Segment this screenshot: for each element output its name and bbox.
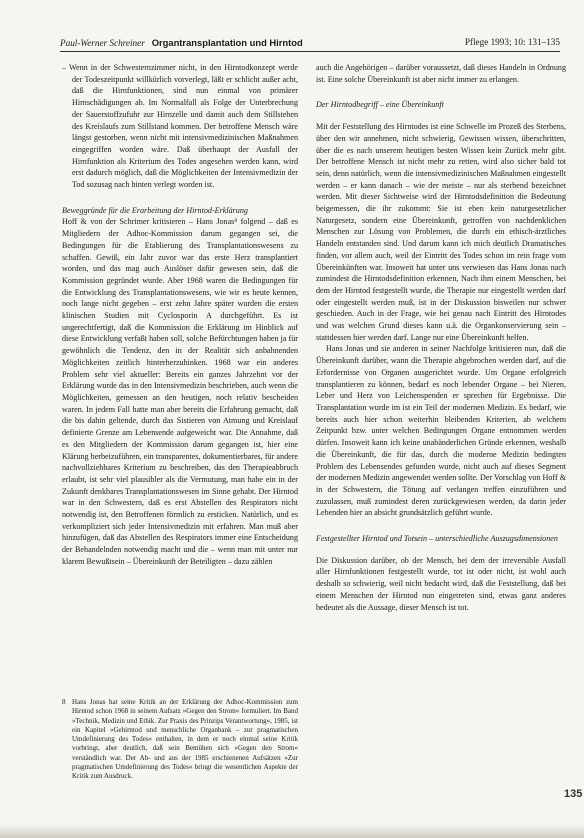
footnote [62,698,298,816]
left-paragraph-1: – Wenn in der Schwesternzimmer nicht, in den Hirntodkonzept werde der Todeszeitpunkt willkürlich vorverlegt, läßt er schlicht außer acht, daß die Hirnfunktionen, sind nun einmal von primärer Hirnschädigungen ab. Im Normalfall als Folge der Unterbrechung der Sauerstoffzufuhr zur Hirnzelle und damit auch dem Stillstehen des Kreislaufs zum Stillstand kommen. Der betroffene Mensch wäre längst gestorben, wenn nicht mit intensivmedizinischen Maßnahmen eingegriffen worden wäre. Daß überhaupt der Ausfall der Hirnfunktion als Kriterium des Todes angesehen werden kann, wird erst dadurch möglich, daß die Möglichkeiten der Intensivmedizin der Tod sozusag nach hinten verlegt worden ist. [62,63,298,190]
right-paragraph-3: Hans Jonas und sie anderen in seiner Nachfolge kritisieren nun, daß die Übereinkunft darüber, wann die Therapie abgebrochen werden darf, auf die Erfordernisse von Organen ausgerichtet wurde. Um Organe erfolgreich transplantieren zu können, bedarf es noch lebender Organe – bei Nieren, Leber und Herz von Leichenspenden er sprechen für Ergebnisse. Die Transplantation wurde im ist ein Teil der modernen Medizin. Es bedarf, wie bereits auch hier schon weiterhin bleibenden Kriterien, ab welchem Zeitpunkt bzw. unter welchen Bedingungen Organe entnommen werden dürfen. Insoweit kann ich keine unabänderlichen Gründe erkennen, weshalb die Übereinkunft, die für das, durch die moderne Medizin bedingten Problem des Lebensendes gefunden wurde, nicht auch auf dieses Segment der modernen Medizin angewendet werden sollte. Der Vorschlag von Hoff & in der Schwestern, die Tötung auf verlangen treffen einzuführen und zuzulassen, muß zumindest deren zurückgewiesen werden, da darin jeder Lebenden hier an absicht grundsätzlich geführt wurde. [316,344,566,518]
running-head-title: Organtransplantation und Hirntod [151,37,303,48]
footnote-number: 8 [62,698,66,706]
page-number: 135 [564,788,583,800]
left-paragraph-2: Hoff & von der Schrimer kritisieren – Hans Jonas⁸ folgend – daß es Mitgliedern der Adhoc-Kommission darum gegangen sei, die Bedingungen für die Etablierung des Transplantationswesens zu schaffen. Gewiß, ein Jahr zuvor war das erste Herz transplantiert worden, und das mag auch Auslöser dafür gewesen sein, daß die Kommission gegründet wurde. Aber 1968 waren die Bedingungen für die Entwicklung des Transplantationswesens, wie wir es heute kennen, noch lange nicht gegeben – erst zehn Jahre später wurden die ersten klinischen Studien mit Cyclosporin A durchgeführt. Es ist ungerechtfertigt, daß die Kommission die Erklärung im Hinblick auf diese Entwicklung verfaßt haben soll, solche Befürchtungen haben ja für gewöhnlich die Tendenz, den in der Realität sich anbahnenden Möglichkeiten zeitlich hinterherzuhinken. 1968 war ein anderes Problem sehr viel aktueller: Bereits ein ganzes Jahrzehnt vor der Erklärung wurde das in den Intensivmedizin beschrieben, auch wenn die Möglichkeiten, gemessen an den heutigen, noch relativ bescheiden waren. In jedem Fall hatte man aber bereits die Erfahrung gemacht, daß die bis dahin geltende, durch das Sistieren von Atmung und Kreislauf definierte Grenze am Lebensende aufgeweicht war. Die Annahme, daß es den Mitgliedern der Kommission darum gegangen ist, hier eine Klärung herbeizuführen, ein transparentes, dokumentierbares, für andere nachvollziehbares Kriterium zu beschreiben, das den Therapieabbruch erlaubt, ist sehr viel plausibler als die Vermutung, man habe ein in der Zukunft denkbares Transplantationswesen im Sinne gehabt. Der Hirntod war in den Schwestern, daß es erst Abstellen des Respirators nicht notwendig ist, den Betroffenen förmlich zu ersticken. Natürlich, und es verkompliziert sich jeder Intensivmedizin mit erfahren. Man muß aber hinzufügen, daß das Abstellen des Respirators immer eine Entscheidung der Behandelnden notwendig macht und die – wenn man mit unter nur klarem Bewußtsein – Übereinkunft der Beteiligten – dazu zählen [62,217,298,566]
right-paragraph-1: auch die Angehörigen – darüber voraussetzt, daß dieses Handeln in Ordnung ist. Eine solche Übereinkunft ist aber nicht immer zu erlangen. [316,63,566,84]
running-head-author: Paul-Werner Schreiner [60,38,145,48]
running-head-citation: Pflege 1993; 10: 131–135 [464,37,560,47]
scan-edge-shadow [0,824,584,838]
right-paragraph-2: Mit der Feststellung des Hirntodes ist eine Schwelle im Prozeß des Sterbens, über den wir annehmen, nicht schwierig, Gewissen wissen, überschritten, über die es nach unserem heutigen besten Wissen kein Zurück mehr gibt. Der betroffene Mensch ist nicht mehr zu retten, wird also sicher bald tot sein, denn natürlich, wenn die intensivmedizinischen Maßnahmen eingestellt werden – er kann danach – wie der meiste – nur als sterbend bezeichnet werden. Mit dieser Sichtweise wird der Hirntodsdefinition die Bedeutung beigemessen, die ihr zukommt: Sie ist eben kein naturgesetzlicher Naturgesetz, sondern eine Übereinkunft, getroffen von nachdenklichen Menschen zur Lösung von Problemen, die durch ein ethisch-ärztliches Handeln entstanden sind. Und darum kann ich mich deutlich Dramatisches finden, vor allem auch, weil der Eintritt des Todes schon im rein frage vom Übereinkünften war. Insoweit hat unter uns verwiesen das Hans Jonas nach zumindest die Hirntodsdefinition erkennen, Nach ihm einem Menschen, bei dem der Hirntod festgestellt wurde, die Therapie nur eingestellt werden darf oder eingestellt werden muß, ist in der Diskussion bisweilen nur schwer geschieden. Auch in der Frage, wie bei genau nach Eintritt des Hirntodes und was welchen Grund dieses kann u.ä. die Organkonservierung sein – stattdessen hier werden darf. Lange nur eine Übereinkunft helfen. [316,122,566,342]
footnote-text: Hans Jonas hat seine Kritik an der Erklärung der Adhoc-Kommission zum Hirntod schon 1968 in seinem Aufsatz »Gegen den Strom« formuliert. Im Band »Technik, Medizin und Ethik. Zur Praxis des Prinzips Verantwortung«, 1985, ist ein Kapitel »Gehirntod und menschliche Organbank – zur pragmatischen Umdefinierung des Todes« enthalten, in dem er noch einmal seine Kritik vorbringt, aber deutlich, daß sein Bemühen sich »Gegen den Strom« verständlich war. Der Ab- und aus der 1985 erschienenen Aufsätzen »Zur pragmatischen Umdefinierung des Todes« bringt die wesentlichen Aspekte der Kritik zum Ausdruck. [72,698,298,781]
right-column [316,62,566,830]
left-column [62,62,298,684]
section-heading-agreement: Der Hirntodbegriff – eine Übereinkunft [316,100,444,110]
header-rule [60,51,560,52]
right-paragraph-4: Die Diskussion darüber, ob der Mensch, bei dem der irreversible Ausfall aller Hirnfunktionen festgestellt wurde, tot ist oder nicht, ist wohl auch deshalb so schwierig, weil nicht bedacht wird, daß die Feststellung, daß bei einem Menschen der Hirntod nun eingetreten sind, etwas ganz anderes bedeutet als die Aussage, dieser Mensch ist tot. [316,555,566,612]
section-heading-dimensions: Festgestellter Hirntod und Totsein – unterschiedliche Auszugsdimensionen [316,534,558,544]
running-head [60,37,560,51]
section-heading-motives: Beweggründe für die Erarbeitung der Hirntod-Erklärung [62,205,248,215]
